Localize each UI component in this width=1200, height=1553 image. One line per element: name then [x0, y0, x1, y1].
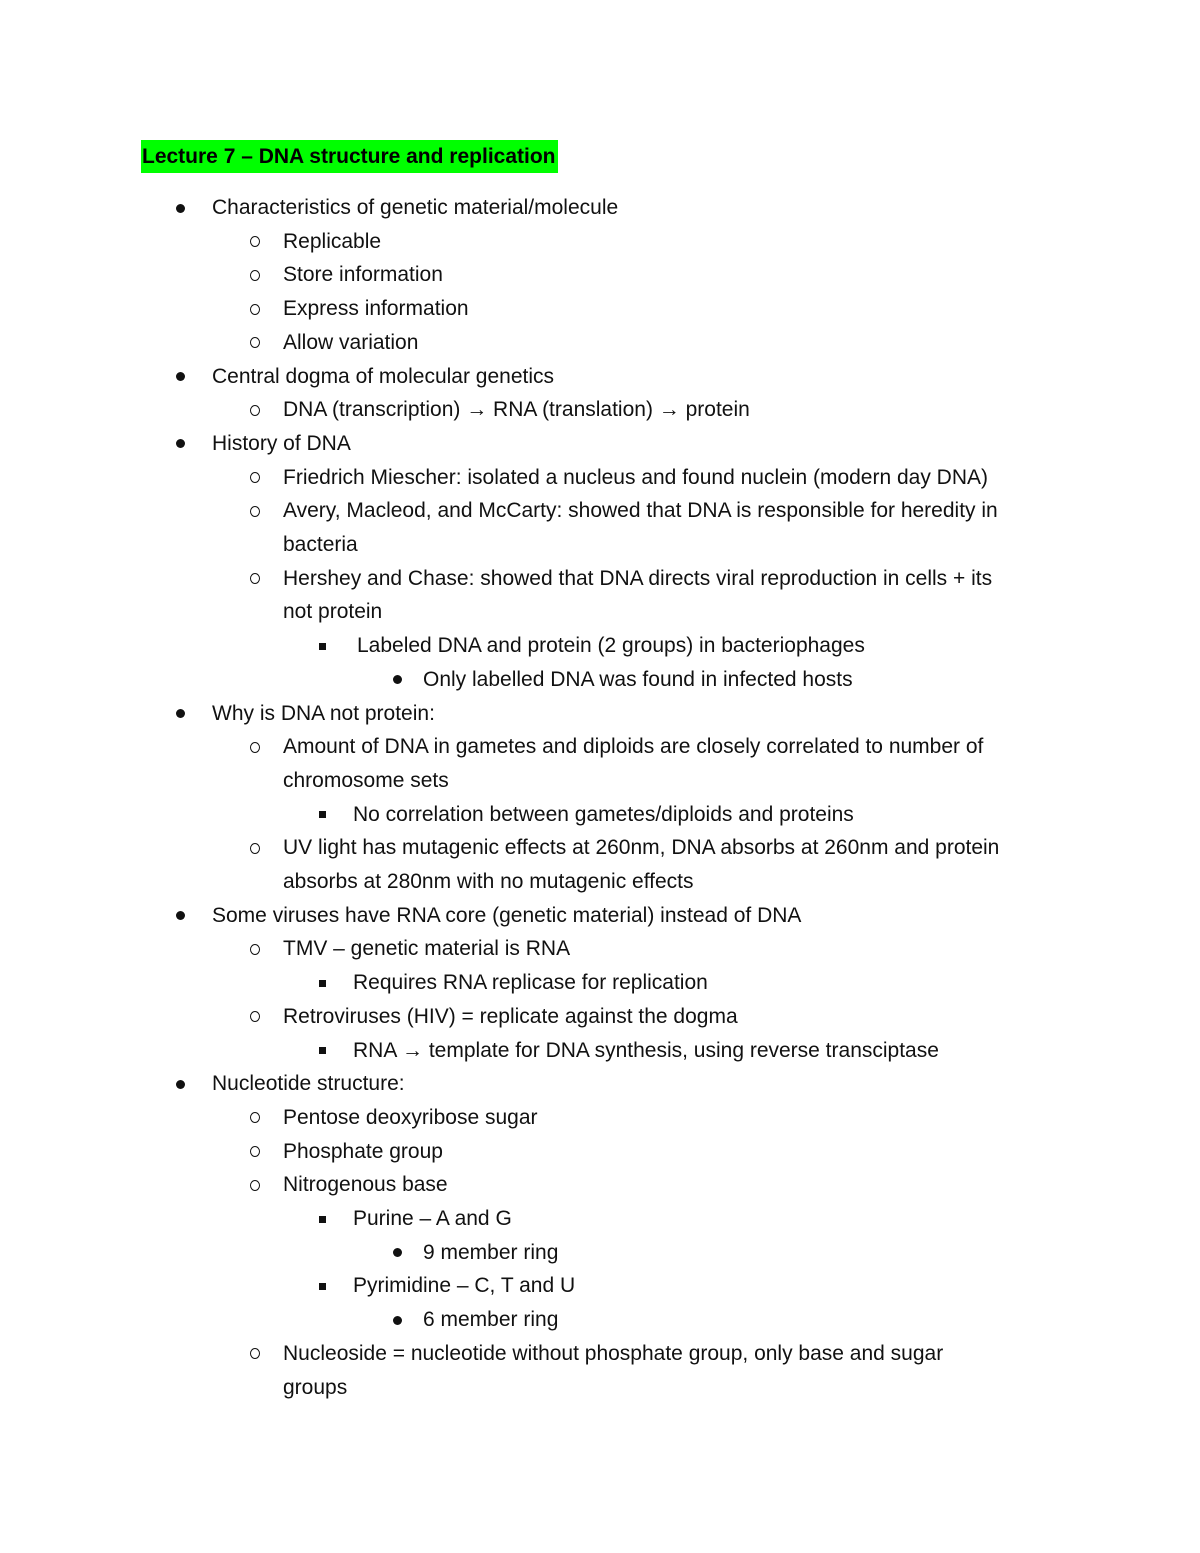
list-item-continuation: bacteria	[283, 533, 358, 556]
list-item-continuation: not protein	[283, 600, 383, 624]
bullet-square-icon	[319, 980, 326, 987]
bullet-circle-icon	[250, 405, 260, 416]
list-item: DNA (transcription) → RNA (translation) → protein	[283, 398, 750, 422]
list-item: 9 member ring	[423, 1240, 559, 1264]
list-item: Replicable	[283, 229, 382, 253]
bullet-disc-icon	[176, 1080, 185, 1089]
document-title: Lecture 7 – DNA structure and replication	[141, 140, 558, 173]
list-item: Allow variation	[283, 330, 419, 354]
bullet-disc-icon	[393, 1248, 402, 1257]
list-item: Store information	[283, 263, 443, 287]
bullet-disc-icon	[176, 204, 185, 213]
bullet-circle-icon	[250, 843, 260, 854]
bullet-circle-icon	[250, 472, 260, 483]
list-item-continuation: chromosome sets	[283, 768, 449, 792]
bullet-square-icon	[319, 1047, 326, 1054]
list-item: Nucleoside = nucleotide without phosphate group, only base and sugar	[283, 1341, 944, 1365]
bullet-circle-icon	[250, 236, 260, 247]
list-item: Only labelled DNA was found in infected hosts	[423, 667, 853, 691]
list-item: Nitrogenous base	[283, 1173, 448, 1197]
bullet-square-icon	[319, 643, 326, 650]
list-item: Avery, Macleod, and McCarty: showed that DNA is responsible for heredity in	[283, 499, 998, 523]
list-item: Pyrimidine – C, T and U	[353, 1274, 576, 1298]
list-item: No correlation between gametes/diploids and proteins	[353, 802, 854, 826]
list-item: Express information	[283, 297, 469, 321]
bullet-circle-icon	[250, 304, 260, 315]
list-item-continuation: groups	[283, 1375, 348, 1399]
list-item: UV light has mutagenic effects at 260nm, DNA absorbs at 260nm and protein	[283, 836, 1000, 860]
list-item: Pentose deoxyribose sugar	[283, 1105, 538, 1129]
bullet-circle-icon	[250, 742, 260, 753]
bullet-square-icon	[319, 1216, 326, 1223]
list-item: RNA → template for DNA synthesis, using reverse transciptase	[353, 1038, 939, 1062]
bullet-circle-icon	[250, 270, 260, 281]
bullet-disc-icon	[393, 675, 402, 684]
bullet-circle-icon	[250, 1146, 260, 1157]
bullet-disc-icon	[176, 709, 185, 718]
list-item: Central dogma of molecular genetics	[212, 364, 555, 388]
list-item: Why is DNA not protein:	[212, 701, 435, 725]
bullet-circle-icon	[250, 1348, 260, 1359]
list-item: Some viruses have RNA core (genetic material) instead of DNA	[212, 903, 802, 927]
bullet-circle-icon	[250, 573, 260, 584]
bullet-circle-icon	[250, 1011, 260, 1022]
bullet-square-icon	[319, 1283, 326, 1290]
bullet-circle-icon	[250, 506, 260, 517]
list-item: Purine – A and G	[353, 1207, 512, 1230]
bullet-disc-icon	[393, 1316, 402, 1325]
list-item: Retroviruses (HIV) = replicate against the dogma	[283, 1004, 738, 1028]
bullet-square-icon	[319, 811, 326, 818]
list-item: History of DNA	[212, 431, 351, 455]
list-item: Phosphate group	[283, 1139, 443, 1163]
bullet-disc-icon	[176, 372, 185, 381]
bullet-circle-icon	[250, 944, 260, 955]
list-item: Requires RNA replicase for replication	[353, 971, 708, 995]
bullet-circle-icon	[250, 1112, 260, 1123]
list-item: Hershey and Chase: showed that DNA directs viral reproduction in cells + its	[283, 566, 993, 590]
list-item: Friedrich Miescher: isolated a nucleus and found nuclein (modern day DNA)	[283, 465, 989, 489]
bullet-circle-icon	[250, 1180, 260, 1191]
bullet-disc-icon	[176, 439, 185, 448]
list-item: Nucleotide structure:	[212, 1072, 405, 1096]
bullet-circle-icon	[250, 337, 260, 348]
bullet-disc-icon	[176, 911, 185, 920]
list-item: Labeled DNA and protein (2 groups) in bacteriophages	[357, 634, 865, 658]
list-item-continuation: absorbs at 280nm with no mutagenic effects	[283, 870, 694, 893]
list-item: Characteristics of genetic material/molecule	[212, 196, 619, 219]
list-item: TMV – genetic material is RNA	[283, 937, 571, 961]
list-item: Amount of DNA in gametes and diploids are closely correlated to number of	[283, 735, 984, 759]
list-item: 6 member ring	[423, 1308, 559, 1332]
